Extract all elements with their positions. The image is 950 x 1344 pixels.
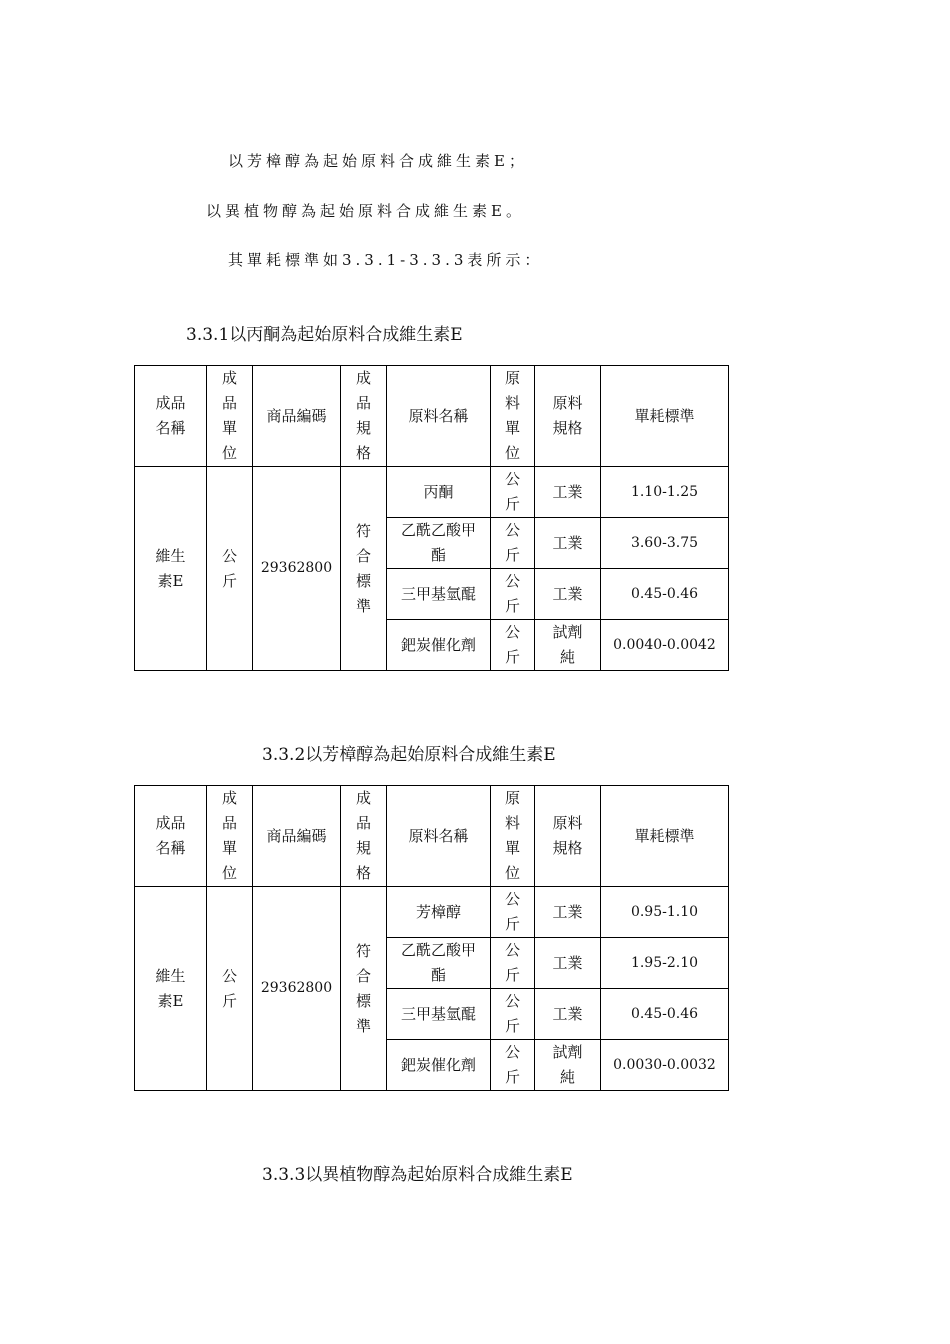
product-code-cell: 29362800 [253,467,341,671]
material-grade-cell: 試劑純 [535,620,601,671]
material-name-cell: 乙酰乙酸甲酯 [387,938,491,989]
product-unit-cell: 公斤 [207,887,253,1091]
consumption-table-1 [134,365,729,671]
header-product-unit: 成品單位 [207,366,253,467]
product-unit-cell: 公斤 [207,467,253,671]
material-name-cell: 鈀炭催化劑 [387,620,491,671]
product-name-cell: 維生素E [135,887,207,1091]
table-1-caption: 3.3.1以丙酮為起始原料合成維生素E [186,325,463,345]
material-grade-cell: 工業 [535,989,601,1040]
intro-line-1: 以芳樟醇為起始原料合成維生素E； [228,152,528,170]
header-consumption: 單耗標準 [601,366,729,467]
header-consumption: 單耗標準 [601,786,729,887]
header-material-name: 原料名稱 [387,786,491,887]
header-material-unit: 原料單位 [491,786,535,887]
consumption-cell: 0.45-0.46 [601,569,729,620]
header-material-unit: 原料單位 [491,366,535,467]
header-code: 商品編碼 [253,786,341,887]
header-code: 商品編碼 [253,366,341,467]
material-unit-cell: 公斤 [491,620,535,671]
product-name-cell: 維生素E [135,467,207,671]
material-grade-cell: 試劑純 [535,1040,601,1091]
material-unit-cell: 公斤 [491,989,535,1040]
product-spec-cell: 符合標準 [341,887,387,1091]
material-grade-cell: 工業 [535,569,601,620]
consumption-cell: 1.10-1.25 [601,467,729,518]
material-name-cell: 鈀炭催化劑 [387,1040,491,1091]
material-grade-cell: 工業 [535,887,601,938]
table-3-caption: 3.3.3以異植物醇為起始原料合成維生素E [262,1165,573,1185]
header-product-name: 成品名稱 [135,786,207,887]
intro-line-3: 其單耗標準如3.3.1-3.3.3表所示： [228,251,544,269]
material-name-cell: 三甲基氫醌 [387,989,491,1040]
header-material-name: 原料名稱 [387,366,491,467]
header-product-spec: 成品規格 [341,786,387,887]
product-code-cell: 29362800 [253,887,341,1091]
table-header-row [135,366,729,467]
material-unit-cell: 公斤 [491,569,535,620]
material-unit-cell: 公斤 [491,887,535,938]
consumption-cell: 0.0040-0.0042 [601,620,729,671]
consumption-cell: 0.95-1.10 [601,887,729,938]
consumption-cell: 3.60-3.75 [601,518,729,569]
material-name-cell: 乙酰乙酸甲酯 [387,518,491,569]
intro-line-2: 以異植物醇為起始原料合成維生素E。 [206,202,525,220]
material-unit-cell: 公斤 [491,467,535,518]
material-name-cell: 芳樟醇 [387,887,491,938]
material-grade-cell: 工業 [535,467,601,518]
header-product-unit: 成品單位 [207,786,253,887]
material-grade-cell: 工業 [535,938,601,989]
consumption-cell: 0.45-0.46 [601,989,729,1040]
material-unit-cell: 公斤 [491,938,535,989]
consumption-cell: 0.0030-0.0032 [601,1040,729,1091]
table-row [135,887,729,938]
material-name-cell: 三甲基氫醌 [387,569,491,620]
header-material-spec: 原料規格 [535,366,601,467]
material-name-cell: 丙酮 [387,467,491,518]
table-header-row [135,786,729,887]
table-2-caption: 3.3.2以芳樟醇為起始原料合成維生素E [262,745,556,765]
header-material-spec: 原料規格 [535,786,601,887]
header-product-spec: 成品規格 [341,366,387,467]
consumption-cell: 1.95-2.10 [601,938,729,989]
material-grade-cell: 工業 [535,518,601,569]
product-spec-cell: 符合標準 [341,467,387,671]
material-unit-cell: 公斤 [491,1040,535,1091]
material-unit-cell: 公斤 [491,518,535,569]
header-product-name: 成品名稱 [135,366,207,467]
consumption-table-2 [134,785,729,1091]
table-row [135,467,729,518]
